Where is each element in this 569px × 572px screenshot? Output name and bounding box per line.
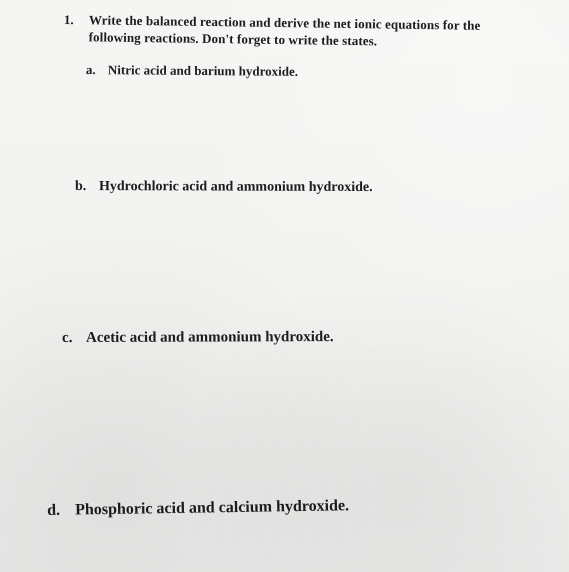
part-c-letter: c. — [62, 329, 73, 346]
part-c — [62, 329, 334, 347]
part-b-letter: b. — [74, 179, 87, 195]
part-d-text: Phosphoric acid and calcium hydroxide. — [74, 497, 350, 519]
question-prompt: Write the balanced reaction and derive the net ionic equations for the following reactions. Don't forget to write the states. — [88, 12, 481, 49]
part-d — [47, 497, 349, 520]
part-b-text: Hydrochloric acid and ammonium hydroxide. — [98, 179, 373, 196]
part-c-text: Acetic acid and ammonium hydroxide. — [85, 329, 334, 346]
part-b — [75, 179, 373, 196]
question-1 — [63, 11, 534, 49]
part-a — [86, 62, 298, 80]
part-a-letter: a. — [85, 62, 96, 78]
part-a-text: Nitric acid and barium hydroxide. — [107, 62, 299, 79]
question-number: 1. — [63, 11, 74, 28]
part-d-letter: d. — [47, 501, 61, 519]
